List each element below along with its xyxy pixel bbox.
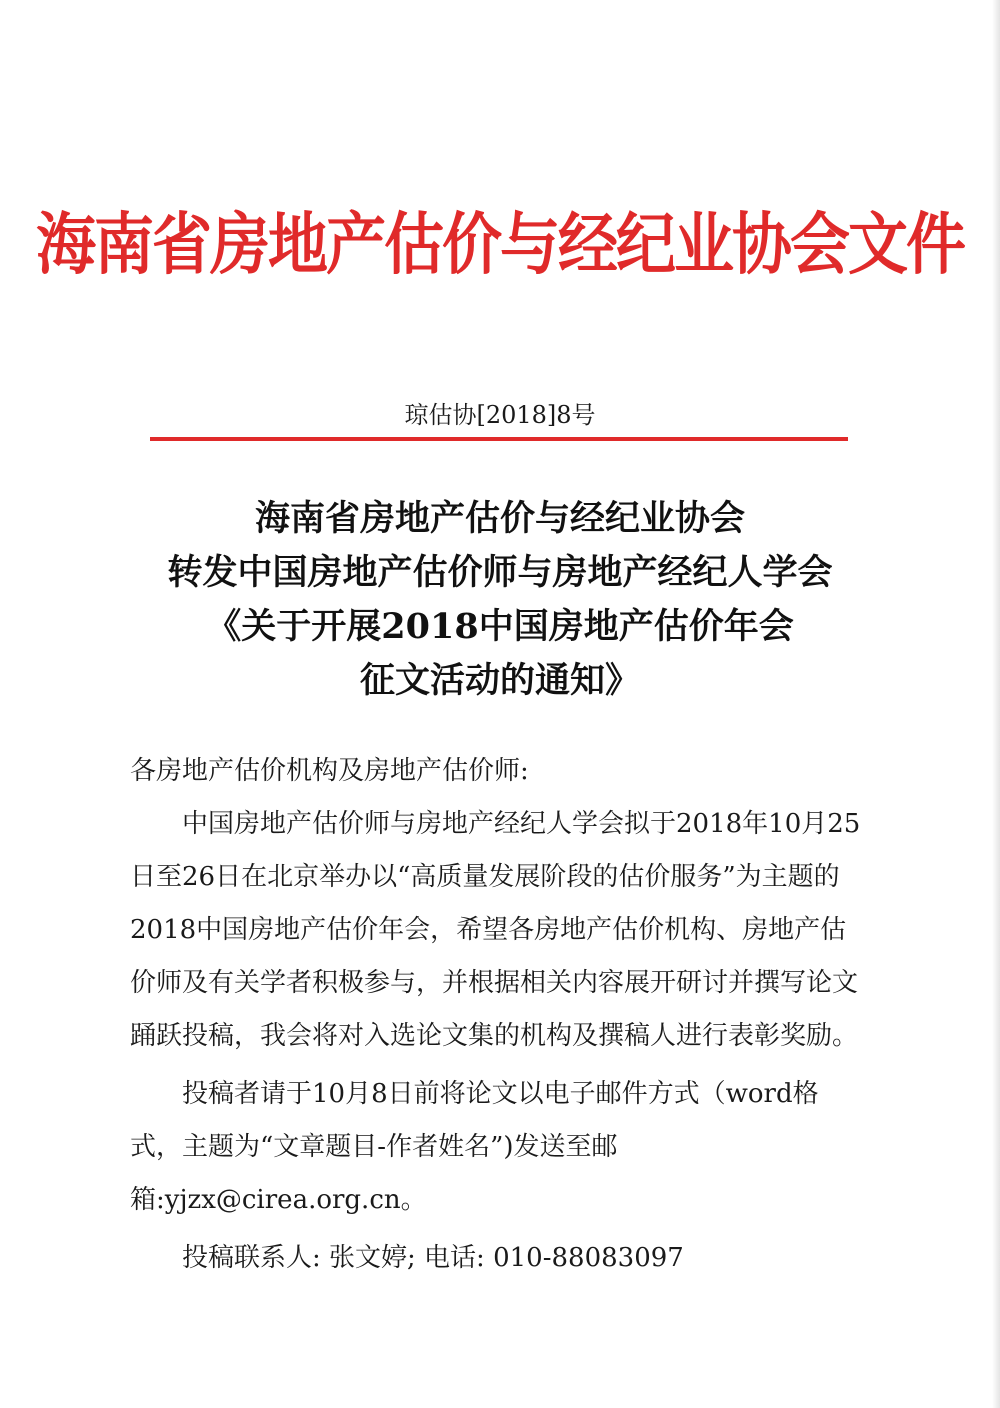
notice-body (130, 745, 870, 1285)
body-paragraph-2: 投稿者请于10月8日前将论文以电子邮件方式（word格式，主题为“文章题目-作者姓名”)发送至邮箱:yjzx@cirea.org.cn。 (130, 1079, 819, 1215)
body-paragraph-1: 中国房地产估价师与房地产经纪人学会拟于2018年10月25日至26日在北京举办以“高质量发展阶段的估价服务”为主题的2018中国房地产估价年会，希望各房地产估价机构、房地产估价师及有关学者积极参与，并根据相关内容展开研讨并撰写论文踊跃投稿，我会将对入选论文集的机构及撰稿人进行表彰奖励。 (130, 809, 861, 1051)
notice-title-line-3: 《关于开展2018中国房地产估价年会 (206, 606, 794, 647)
notice-title-line-2: 转发中国房地产估价师与房地产经纪人学会 (167, 552, 833, 593)
notice-title-line-4: 征文活动的通知》 (359, 660, 640, 701)
document-number: 琼估协[2018]8号 (404, 401, 596, 429)
salutation: 各房地产估价机构及房地产估价师: (130, 756, 529, 786)
org-header-title: 海南省房地产估价与经纪业协会文件 (36, 205, 964, 285)
notice-title (0, 492, 1000, 708)
red-divider-rule (150, 437, 848, 441)
notice-title-line-1: 海南省房地产估价与经纪业协会 (254, 498, 745, 539)
contact-line: 投稿联系人: 张文婷; 电话: 010-88083097 (182, 1243, 684, 1273)
